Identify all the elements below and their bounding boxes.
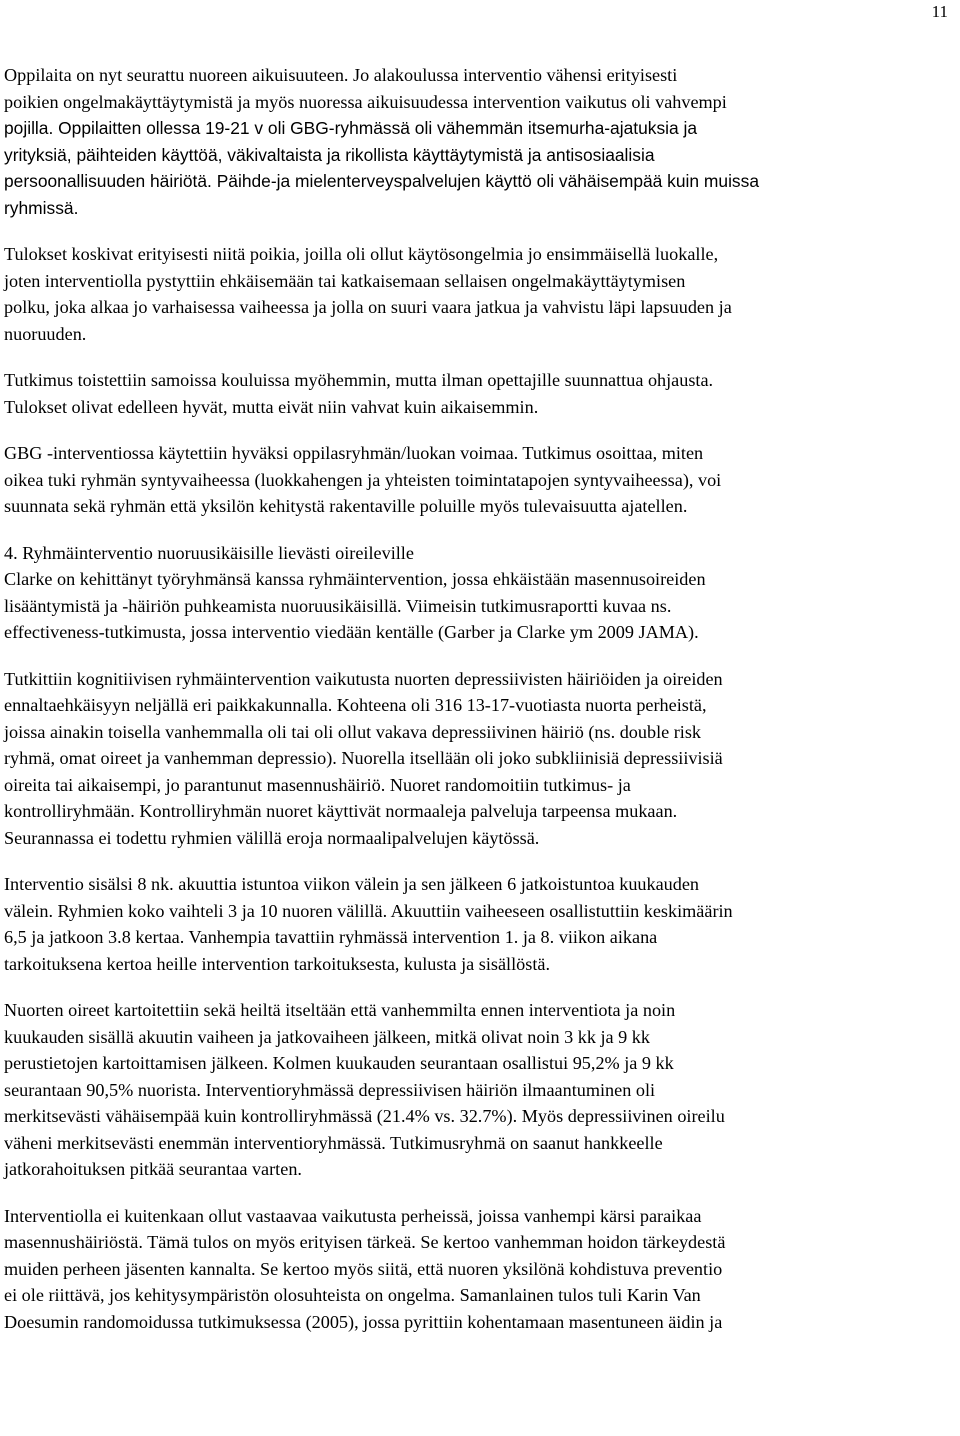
paragraph-study-design <box>4 666 954 852</box>
paragraph-sessions <box>4 871 954 977</box>
text-line: Seurannassa ei todettu ryhmien välillä eroja normaalipalvelujen käytössä. <box>4 827 540 848</box>
paragraph-intro <box>4 62 954 115</box>
text-line: persoonallisuuden häiriötä. Päihde-ja mielenterveyspalvelujen käyttö oli vähäisempää kuin muissa <box>4 171 759 191</box>
text-line: lisääntymistä ja -häiriön puhkeamista nuoruusikäisillä. Viimeisin tutkimusraportti kuvaa ns. <box>4 595 672 616</box>
text-line: effectiveness-tutkimusta, jossa interventio viedään kentälle (Garber ja Clarke ym 2009 JAMA). <box>4 622 699 642</box>
text-line: ryhmä, omat oireet ja vanhemman depressio). Nuorella itsellään oli joko subkliinisiä depressiivisiä <box>4 748 723 768</box>
text-line: muiden perheen jäsenten kannalta. Se kertoo myös siitä, että nuoren yksilönä kohdistuva preventio <box>4 1258 723 1279</box>
paragraph-outcomes <box>4 997 954 1183</box>
text-line: Tutkimus toistettiin samoissa kouluissa myöhemmin, mutta ilman opettajille suunnattua ohjausta. <box>4 370 714 390</box>
text-line: tarkoituksena kertoa heille intervention tarkoituksesta, kulusta ja sisällöstä. <box>4 953 550 974</box>
page-number: 11 <box>931 2 948 21</box>
text-line: masennushäiriöstä. Tämä tulos on myös erityisen tärkeä. Se kertoo vanhemman hoidon tärkeydestä <box>4 1232 726 1252</box>
text-line: Tulokset koskivat erityisesti niitä poikia, joilla oli ollut käytösongelmia jo ensimmäisellä luokalle, <box>4 244 719 264</box>
text-line: kuukauden sisällä akuutin vaiheen ja jatkovaiheen jälkeen, mitkä olivat noin 3 kk ja 9 kk <box>4 1026 650 1047</box>
text-line: merkitsevästi vähäisempää kuin kontrolliryhmässä (21.4% vs. 32.7%). Myös depressiivinen oireilu <box>4 1106 725 1126</box>
text-line: joissa ainakin toisella vanhemmalla oli tai oli ollut vakava depressiivinen häiriö (ns. double risk <box>4 721 702 742</box>
section-heading: 4. Ryhmäinterventio nuoruusikäisille lievästi oireileville <box>4 542 414 563</box>
text-line: Tulokset olivat edelleen hyvät, mutta eivät niin vahvat kuin aikaisemmin. <box>4 396 539 417</box>
paragraph-parental-depression <box>4 1203 954 1336</box>
text-line: ennaltaehkäisyyn neljällä eri paikkakunnalla. Kohteena oli 316 13-17-vuotiasta nuorta perheistä, <box>4 695 707 715</box>
text-line: joten interventiolla pystyttiin ehkäisemään tai katkaisemaan sellaisen ongelmakäyttäytymisen <box>4 270 686 291</box>
text-line: jatkorahoituksen pitkää seurantaa varten. <box>4 1159 302 1179</box>
text-line: seurantaan 90,5% nuorista. Interventioryhmässä depressiivisen häiriön ilmaantuminen oli <box>4 1079 656 1100</box>
text-line: Nuorten oireet kartoitettiin sekä heiltä itseltään että vanhemmilta ennen interventiota ja noin <box>4 1000 676 1020</box>
document-body <box>4 62 954 1335</box>
text-line: suunnata sekä ryhmän että yksilön kehitystä rakentaville poluille myös tulevaisuutta ajatellen. <box>4 496 688 516</box>
text-line: Interventio sisälsi 8 nk. akuuttia istuntoa viikon välein ja sen jälkeen 6 jatkoistuntoa kuukauden <box>4 874 700 894</box>
text-line: välein. Ryhmien koko vaihteli 3 ja 10 nuoren välillä. Akuuttiin vaiheeseen osallistuttiin keskimäärin <box>4 900 733 921</box>
text-line: nuoruuden. <box>4 323 87 344</box>
text-line: ryhmissä. <box>4 197 79 218</box>
text-line: kontrolliryhmään. Kontrolliryhmän nuoret käyttivät normaaleja palveluja tarpeensa mukaan. <box>4 801 678 821</box>
text-line: väheni merkitsevästi enemmän interventioryhmässä. Tutkimusryhmä on saanut hankkeelle <box>4 1132 663 1153</box>
text-line: pojilla. Oppilaitten ollessa 19-21 v oli GBG-ryhmässä oli vähemmän itsemurha-ajatuksia ja <box>4 118 698 138</box>
text-line: poikien ongelmakäyttäytymistä ja myös nuoressa aikuisuudessa intervention vaikutus oli vahvempi <box>4 91 727 112</box>
text-line: polku, joka alkaa jo varhaisessa vaiheessa ja jolla on suuri vaara jatkua ja vahvistu läpi lapsuuden ja <box>4 297 732 317</box>
text-line: oikea tuki ryhmän syntyvaiheessa (luokkahengen ja yhteisten toimintatapojen syntyvaiheessa), voi <box>4 469 722 490</box>
text-line: GBG -interventiossa käytettiin hyväksi oppilasryhmän/luokan voimaa. Tutkimus osoittaa, miten <box>4 443 704 463</box>
text-line: Clarke on kehittänyt työryhmänsä kanssa ryhmäintervention, jossa ehkäistään masennusoireiden <box>4 569 706 589</box>
paragraph-gbg-followup <box>4 115 954 221</box>
text-line: yrityksiä, päihteiden käyttöä, väkivaltaista ja rikollista käyttäytymistä ja antisosiaalisia <box>4 144 655 165</box>
section-group-intervention <box>4 540 954 646</box>
text-line: perustietojen kartoittamisen jälkeen. Kolmen kuukauden seurantaan osallistui 95,2% ja 9 kk <box>4 1053 674 1073</box>
paragraph-replication <box>4 367 954 420</box>
paragraph-group-power <box>4 440 954 520</box>
text-line: Oppilaita on nyt seurattu nuoreen aikuisuuteen. Jo alakoulussa interventio vähensi erityisesti <box>4 65 678 85</box>
text-line: 6,5 ja jatkoon 3.8 kertaa. Vanhempia tavattiin ryhmässä intervention 1. ja 8. viikon aikana <box>4 927 658 947</box>
text-line: ei ole riittävä, jos kehitysympäristön olosuhteista on ongelma. Samanlainen tulos tuli Karin Van <box>4 1285 701 1305</box>
paragraph-results <box>4 241 954 347</box>
text-line: Tutkittiin kognitiivisen ryhmäintervention vaikutusta nuorten depressiivisten häiriöiden ja oireiden <box>4 668 723 689</box>
text-line: Interventiolla ei kuitenkaan ollut vastaavaa vaikutusta perheissä, joissa vanhempi kärsi paraikaa <box>4 1205 702 1226</box>
text-line: oireita tai aikaisempi, jo parantunut masennushäiriö. Nuoret randomoitiin tutkimus- ja <box>4 774 631 795</box>
text-line: Doesumin randomoidussa tutkimuksessa (2005), jossa pyrittiin kohentamaan masentuneen äidin ja <box>4 1311 723 1332</box>
